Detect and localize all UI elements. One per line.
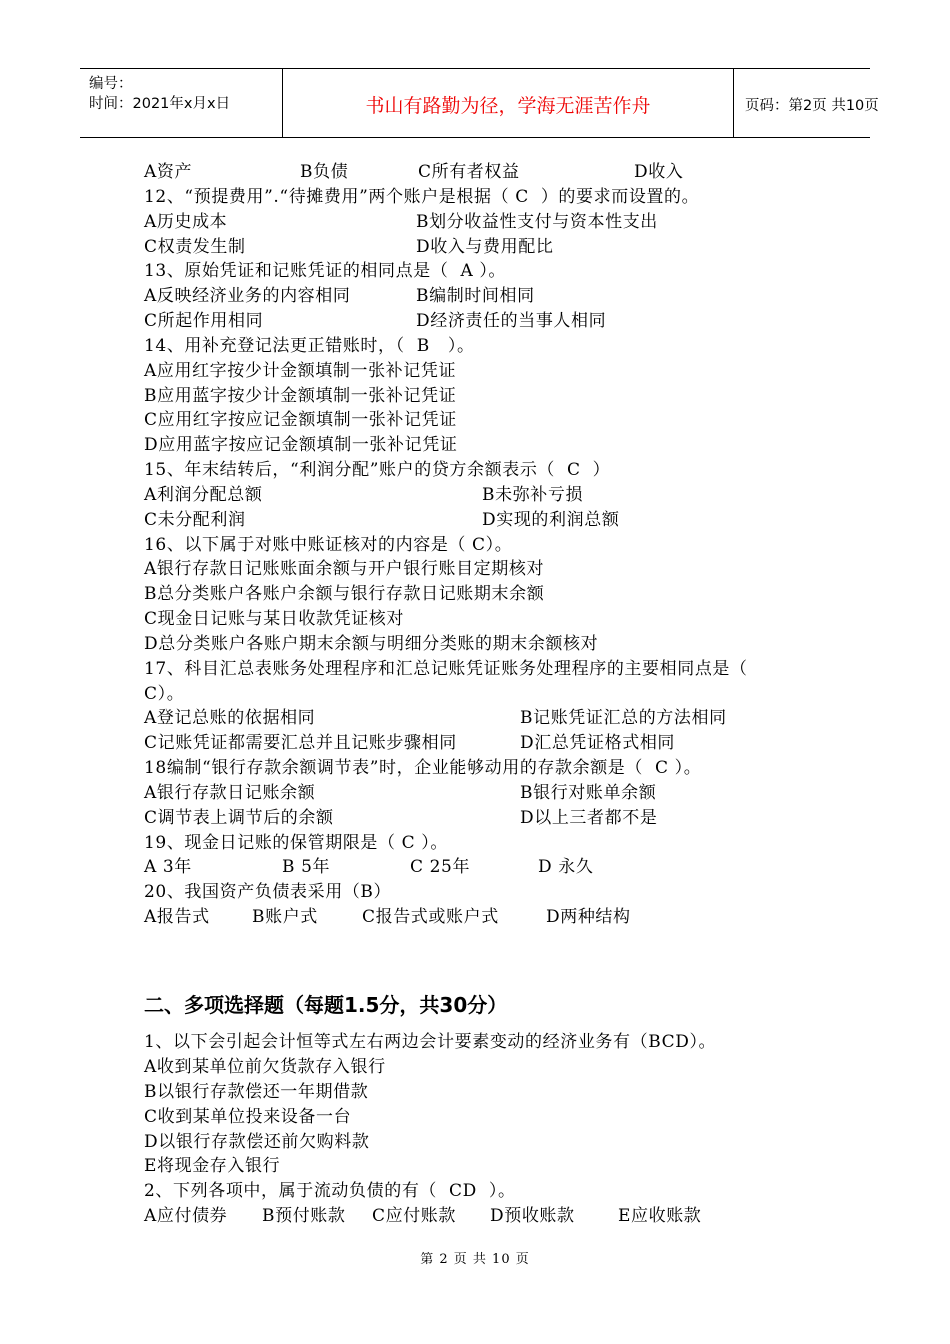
- text-line: [0, 582, 950, 606]
- text-segment: 1、以下会引起会计恒等式左右两边会计要素变动的经济业务有（BCD）。: [144, 1032, 717, 1052]
- text-line: [0, 1130, 950, 1154]
- text-line: [0, 284, 950, 308]
- text-line: [0, 607, 950, 631]
- text-segment: C现金日记账与某日收款凭证核对: [144, 609, 405, 629]
- text-line: [0, 855, 950, 879]
- text-segment: C收到某单位投来设备一台: [144, 1107, 352, 1127]
- text-segment: 15、年末结转后，“利润分配”账户的贷方余额表示（ C ）: [144, 460, 611, 480]
- text-segment: C权责发生制: [144, 237, 246, 257]
- text-segment: B编制时间相同: [416, 286, 535, 306]
- text-segment: D总分类账户各账户期末余额与明细分类账的期末余额核对: [144, 634, 599, 654]
- text-line: [0, 1055, 950, 1079]
- text-segment: D以银行存款偿还前欠购料款: [144, 1132, 370, 1152]
- text-line: [0, 682, 950, 706]
- document-date-label: 时间：2021年x月x日: [89, 96, 231, 112]
- text-segment: 13、原始凭证和记账凭证的相同点是（ A ）。: [144, 261, 507, 281]
- text-segment: D以上三者都不是: [520, 808, 658, 828]
- text-segment: 20、我国资产负债表采用（B）: [144, 882, 392, 902]
- text-segment: D经济责任的当事人相同: [416, 311, 607, 331]
- text-segment: A银行存款日记账余额: [144, 783, 316, 803]
- text-segment: D汇总凭证格式相同: [520, 733, 676, 753]
- text-segment: C应用红字按应记金额填制一张补记凭证: [144, 410, 457, 430]
- text-segment: D收入与费用配比: [416, 237, 554, 257]
- text-line: [0, 806, 950, 830]
- text-line: [0, 1179, 950, 1203]
- text-line: [0, 235, 950, 259]
- text-segment: C未分配利润: [144, 510, 246, 530]
- text-line: [0, 831, 950, 855]
- text-segment: 2、下列各项中，属于流动负债的有（ CD ）。: [144, 1181, 516, 1201]
- text-segment: D预收账款: [490, 1206, 575, 1226]
- text-segment: A利润分配总额: [144, 485, 263, 505]
- text-line: [0, 359, 950, 383]
- text-segment: B未弥补亏损: [482, 485, 584, 505]
- text-segment: 12、“预提费用”.“待摊费用”两个账户是根据（ C ）的要求而设置的。: [144, 187, 700, 207]
- text-segment: 14、用补充登记法更正错账时，（ B ）。: [144, 336, 475, 356]
- text-segment: 17、科目汇总表账务处理程序和汇总记账凭证账务处理程序的主要相同点是（: [144, 659, 748, 679]
- text-line: [0, 1204, 950, 1228]
- text-segment: B记账凭证汇总的方法相同: [520, 708, 727, 728]
- text-line: [0, 408, 950, 432]
- text-segment: 18编制“银行存款余额调节表”时，企业能够动用的存款余额是（ C ）。: [144, 758, 702, 778]
- text-line: [0, 557, 950, 581]
- text-line: [0, 483, 950, 507]
- text-line: [0, 781, 950, 805]
- text-line: [0, 905, 950, 929]
- text-line: [0, 731, 950, 755]
- text-line: [0, 657, 950, 681]
- page-footer: 第 2 页 共 10 页: [420, 1252, 530, 1267]
- text-segment: E将现金存入银行: [144, 1156, 281, 1176]
- text-segment: A应付债券: [144, 1206, 228, 1226]
- text-line: [0, 458, 950, 482]
- text-segment: C报告式或账户式: [362, 907, 499, 927]
- text-line: [0, 1080, 950, 1104]
- text-segment: A 3年: [144, 857, 192, 877]
- section-title-multiple-choice: 二、多项选择题（每题1.5分，共30分）: [144, 993, 508, 1017]
- text-line: [0, 384, 950, 408]
- text-line: [0, 533, 950, 557]
- text-line: [0, 1154, 950, 1178]
- text-segment: B银行对账单余额: [520, 783, 657, 803]
- text-segment: A应用红字按少计金额填制一张补记凭证: [144, 361, 457, 381]
- text-segment: C调节表上调节后的余额: [144, 808, 334, 828]
- text-line: [0, 1030, 950, 1054]
- text-segment: A报告式: [144, 907, 210, 927]
- text-segment: D收入: [634, 162, 684, 182]
- text-segment: A收到某单位前欠货款存入银行: [144, 1057, 386, 1077]
- header-motto: 书山有路勤为径，学海无涯苦作舟: [365, 95, 651, 117]
- text-line: [0, 210, 950, 234]
- text-line: [0, 160, 950, 184]
- text-line: [0, 433, 950, 457]
- text-segment: A登记总账的依据相同: [144, 708, 316, 728]
- text-segment: C所起作用相同: [144, 311, 264, 331]
- text-segment: E应收账款: [618, 1206, 702, 1226]
- text-line: [0, 309, 950, 333]
- text-segment: 16、以下属于对账中账证核对的内容是（ C）。: [144, 535, 513, 555]
- text-segment: D实现的利润总额: [482, 510, 620, 530]
- text-line: [0, 880, 950, 904]
- text-segment: B预付账款: [262, 1206, 346, 1226]
- text-segment: C）。: [144, 684, 185, 704]
- text-line: [0, 756, 950, 780]
- text-segment: B以银行存款偿还一年期借款: [144, 1082, 369, 1102]
- text-segment: C应付账款: [372, 1206, 457, 1226]
- text-segment: C记账凭证都需要汇总并且记账步骤相同: [144, 733, 457, 753]
- header-page-info: 页码：第2页 共10页: [745, 98, 879, 114]
- text-segment: B划分收益性支付与资本性支出: [416, 212, 658, 232]
- text-segment: A历史成本: [144, 212, 228, 232]
- text-segment: C所有者权益: [418, 162, 520, 182]
- text-segment: B 5年: [282, 857, 331, 877]
- text-segment: D 永久: [538, 857, 594, 877]
- text-segment: A银行存款日记账账面余额与开户银行账目定期核对: [144, 559, 545, 579]
- text-segment: B总分类账户各账户余额与银行存款日记账期末余额: [144, 584, 545, 604]
- text-segment: B负债: [300, 162, 349, 182]
- text-line: [0, 1105, 950, 1129]
- text-line: [0, 706, 950, 730]
- text-segment: 19、现金日记账的保管期限是（ C ）。: [144, 833, 448, 853]
- text-segment: D应用蓝字按应记金额填制一张补记凭证: [144, 435, 458, 455]
- text-segment: B应用蓝字按少计金额填制一张补记凭证: [144, 386, 457, 406]
- text-segment: B账户式: [252, 907, 318, 927]
- text-line: [0, 334, 950, 358]
- text-segment: D两种结构: [546, 907, 631, 927]
- text-segment: A反映经济业务的内容相同: [144, 286, 351, 306]
- text-line: [0, 259, 950, 283]
- document-number-label: 编号：: [89, 76, 133, 92]
- text-segment: C 25年: [410, 857, 471, 877]
- text-line: [0, 185, 950, 209]
- text-line: [0, 508, 950, 532]
- text-segment: A资产: [144, 162, 193, 182]
- text-line: [0, 632, 950, 656]
